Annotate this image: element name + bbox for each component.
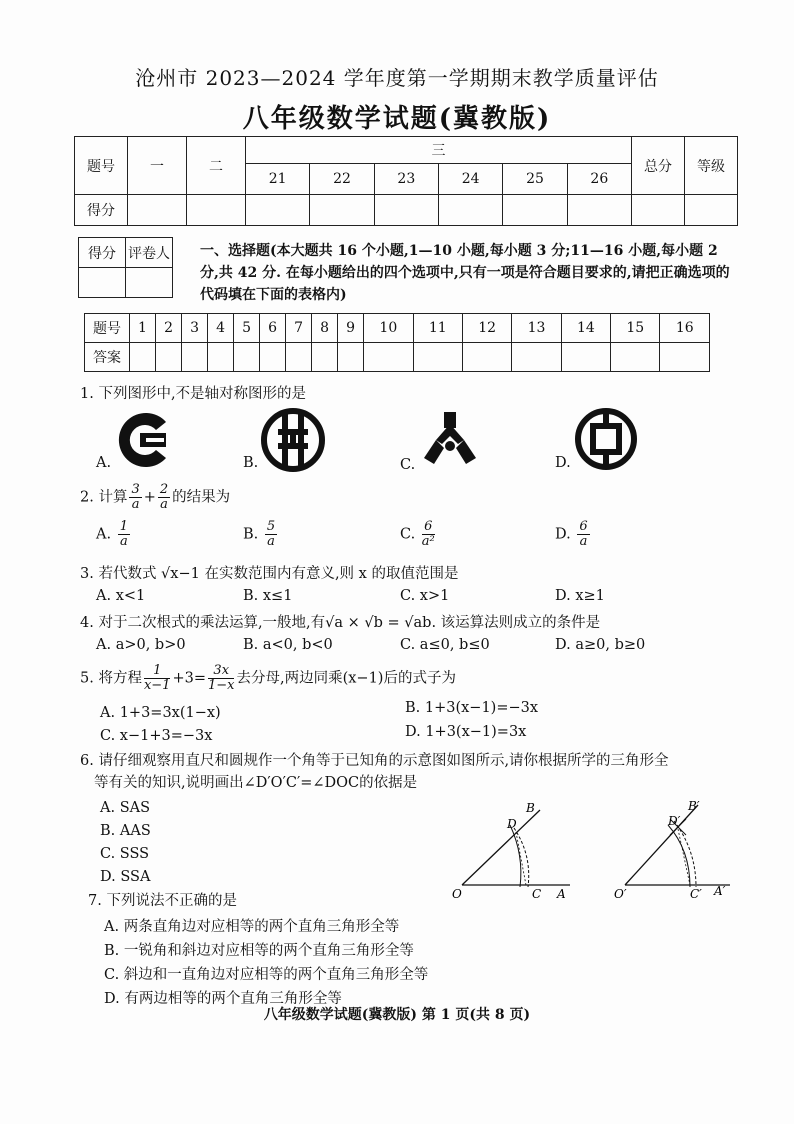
question-4-option-a[interactable]: A. a>0, b>0 (96, 637, 186, 653)
answer-header-label: 题号 (85, 314, 130, 343)
fraction-denominator: x−1 (143, 678, 171, 693)
question-2-option-d[interactable] (555, 520, 592, 549)
bank-logo-b-icon (260, 407, 326, 473)
question-7-option-c[interactable]: C. 斜边和一直角边对应相等的两个直角三角形全等 (104, 967, 429, 983)
answer-header-number: 11 (413, 314, 462, 343)
score-cell[interactable] (187, 195, 246, 226)
question-2-option-b[interactable] (243, 520, 279, 549)
question-1-option-a[interactable]: A. (96, 455, 112, 471)
answer-cell[interactable] (512, 343, 561, 372)
question-3-option-d[interactable]: D. x≥1 (555, 588, 605, 604)
score-header-part2: 二 (187, 137, 246, 195)
label-o-prime: O′ (614, 887, 627, 901)
answer-cell[interactable] (413, 343, 462, 372)
score-cell[interactable] (685, 195, 738, 226)
answer-cell[interactable] (611, 343, 660, 372)
score-subcol: 24 (438, 164, 502, 195)
question-2-option-a[interactable] (96, 520, 132, 549)
score-header-number: 题号 (75, 137, 128, 195)
question-5-option-a[interactable]: A. 1+3=3x(1−x) (100, 705, 221, 721)
score-subcol: 26 (567, 164, 631, 195)
score-subcol: 23 (374, 164, 438, 195)
answer-cell[interactable] (660, 343, 710, 372)
answer-header-number: 4 (208, 314, 234, 343)
answer-header-number: 16 (660, 314, 710, 343)
question-6-line1: 6. 请仔细观察用直尺和圆规作一个角等于已知角的示意图如图所示,请你根据所学的三角形全 (80, 753, 669, 769)
label-c-prime: C′ (690, 887, 702, 901)
fraction-numerator: 1 (144, 664, 171, 679)
answer-cell[interactable] (462, 343, 511, 372)
fraction-denominator: a (160, 497, 168, 512)
bank-logo-c-icon (418, 410, 482, 470)
label-b: B (526, 801, 535, 815)
question-3-option-a[interactable]: A. x<1 (96, 588, 146, 604)
option-label: A. (96, 526, 112, 543)
question-6-option-c[interactable]: C. SSS (100, 846, 150, 862)
answer-cell[interactable] (182, 343, 208, 372)
option-label: B. (243, 526, 259, 543)
fraction-numerator: 5 (266, 519, 276, 534)
score-header-total: 总分 (632, 137, 685, 195)
figure-original-angle (452, 801, 570, 901)
answer-header-number: 3 (182, 314, 208, 343)
fraction-denominator: a (267, 534, 275, 549)
question-3-option-b[interactable]: B. x≤1 (243, 588, 293, 604)
answer-header-number: 6 (260, 314, 286, 343)
question-6-figure (440, 795, 760, 910)
answer-header-number: 5 (234, 314, 260, 343)
score-table (74, 136, 738, 226)
fraction-denominator: 1−x (207, 678, 235, 693)
question-5-fraction-1 (144, 664, 171, 693)
question-2-fraction-2 (158, 483, 170, 512)
score-header-grade: 等级 (685, 137, 738, 195)
option-label: D. (555, 526, 571, 543)
question-1-option-c[interactable]: C. (400, 457, 416, 473)
question-7-stem: 7. 下列说法不正确的是 (88, 893, 237, 909)
fraction-denominator: a² (421, 534, 435, 549)
question-6-line2: 等有关的知识,说明画出∠D′O′C′=∠DOC的依据是 (94, 775, 418, 791)
question-7-option-d[interactable]: D. 有两边相等的两个直角三角形全等 (104, 991, 342, 1007)
label-b-prime: B′ (688, 799, 700, 813)
grader-name-cell[interactable] (126, 268, 173, 298)
grader-name-label: 评卷人 (126, 238, 173, 268)
answer-header-number: 14 (561, 314, 610, 343)
answer-header-number: 1 (130, 314, 156, 343)
question-6-option-a[interactable]: A. SAS (100, 800, 151, 816)
answer-header-number: 13 (512, 314, 561, 343)
question-5-fraction-2 (208, 664, 235, 693)
answer-cell[interactable] (561, 343, 610, 372)
question-5-suffix: 去分母,两边同乘(x−1)后的式子为 (236, 670, 456, 687)
score-subcol: 22 (310, 164, 374, 195)
fraction-numerator: 2 (159, 482, 169, 497)
question-5-option-b[interactable]: B. 1+3(x−1)=−3x (405, 700, 539, 716)
score-cell[interactable] (128, 195, 187, 226)
score-cell[interactable] (374, 195, 438, 226)
label-o: O (452, 887, 462, 901)
grader-table (78, 237, 173, 298)
question-7-option-a[interactable]: A. 两条直角边对应相等的两个直角三角形全等 (104, 919, 400, 935)
bank-logo-d-icon (573, 406, 639, 472)
question-4-stem: 4. 对于二次根式的乘法运算,一般地,有√a × √b = √ab. 该运算法则成立的条件是 (80, 615, 601, 631)
question-7-option-b[interactable]: B. 一锐角和斜边对应相等的两个直角三角形全等 (104, 943, 414, 959)
answer-cell[interactable] (130, 343, 156, 372)
fraction-numerator: 3 (131, 482, 140, 497)
answer-header-number: 8 (312, 314, 338, 343)
fraction-numerator: 6 (579, 519, 588, 534)
page-footer: 八年级数学试题(冀教版) 第 1 页(共 8 页) (263, 1007, 531, 1023)
fraction-numerator: 6 (422, 520, 435, 535)
score-cell[interactable] (438, 195, 502, 226)
question-2-prefix: 2. 计算 (80, 489, 128, 506)
question-5-stem (80, 664, 456, 693)
score-header-part3: 三 (246, 137, 632, 164)
question-1-stem: 1. 下列图形中,不是轴对称图形的是 (80, 386, 307, 402)
question-4-option-c[interactable]: C. a≤0, b≤0 (400, 637, 490, 653)
question-2-suffix: 的结果为 (172, 489, 231, 506)
answer-header-number: 7 (286, 314, 312, 343)
score-cell[interactable] (632, 195, 685, 226)
question-1-option-b[interactable]: B. (243, 455, 259, 471)
label-d: D (507, 817, 517, 831)
fraction-numerator: 3x (208, 664, 235, 679)
section1-instructions: 一、选择题(本大题共 16 个小题,1—10 小题,每小题 3 分;11—16 小题,每小题 2 分,共 42 分. 在每小题给出的四个选项中,只有一项是符合题目要求的,请把正确选项的代码填在下面的表格内) (200, 243, 730, 303)
label-a-prime: A′ (714, 884, 726, 898)
question-3-stem: 3. 若代数式 √x−1 在实数范围内有意义,则 x 的取值范围是 (80, 566, 459, 582)
question-2-stem (80, 483, 230, 512)
question-3-option-c[interactable]: C. x>1 (400, 588, 450, 604)
question-2-fraction-1 (129, 483, 141, 512)
score-header-part1: 一 (128, 137, 187, 195)
answer-cell[interactable] (286, 343, 312, 372)
question-4-option-b[interactable]: B. a<0, b<0 (243, 637, 333, 653)
fraction-numerator: 1 (119, 519, 128, 534)
grader-score-cell[interactable] (79, 268, 126, 298)
question-6-option-b[interactable]: B. AAS (100, 823, 151, 839)
question-2-option-c[interactable] (400, 520, 437, 549)
answer-cell[interactable] (364, 343, 413, 372)
label-d-prime: D′ (668, 814, 681, 828)
grader-score-label: 得分 (79, 238, 126, 268)
exam-title-line2: 八年级数学试题(冀教版) (242, 104, 552, 134)
answer-cell[interactable] (156, 343, 182, 372)
bank-logo-a-icon (116, 410, 180, 470)
answer-header-number: 10 (364, 314, 413, 343)
answer-table (84, 313, 710, 372)
option-label: C. (400, 526, 416, 543)
answer-cell[interactable] (234, 343, 260, 372)
score-cell[interactable] (503, 195, 567, 226)
answer-header-number: 2 (156, 314, 182, 343)
exam-title-line1: 沧州市 2023—2024 学年度第一学期期末教学质量评估 (135, 66, 659, 90)
answer-header-number: 9 (338, 314, 364, 343)
label-c: C (532, 887, 542, 901)
answer-header-number: 12 (462, 314, 511, 343)
answer-cell[interactable] (338, 343, 364, 372)
question-5-option-c[interactable]: C. x−1+3=−3x (100, 728, 213, 744)
fraction-denominator: a (579, 534, 588, 549)
score-subcol: 25 (503, 164, 567, 195)
question-2-plus: + (143, 489, 156, 506)
question-5-mid: +3= (172, 670, 206, 687)
question-5-option-d[interactable]: D. 1+3(x−1)=3x (405, 724, 527, 740)
question-5-prefix: 5. 将方程 (80, 670, 142, 687)
fraction-denominator: a (131, 497, 140, 512)
answer-cell[interactable] (208, 343, 234, 372)
figure-copied-angle (614, 799, 730, 901)
answer-cell[interactable] (260, 343, 286, 372)
label-a: A (557, 887, 566, 901)
answer-cell[interactable] (312, 343, 338, 372)
question-1-option-d[interactable]: D. (555, 455, 571, 471)
question-4-option-d[interactable]: D. a≥0, b≥0 (555, 637, 646, 653)
answer-row-label: 答案 (85, 343, 130, 372)
score-cell[interactable] (567, 195, 631, 226)
score-row-label: 得分 (75, 195, 128, 226)
answer-header-number: 15 (611, 314, 660, 343)
score-subcol: 21 (246, 164, 310, 195)
score-cell[interactable] (310, 195, 374, 226)
fraction-denominator: a (119, 534, 128, 549)
score-cell[interactable] (246, 195, 310, 226)
question-6-option-d[interactable]: D. SSA (100, 869, 151, 885)
